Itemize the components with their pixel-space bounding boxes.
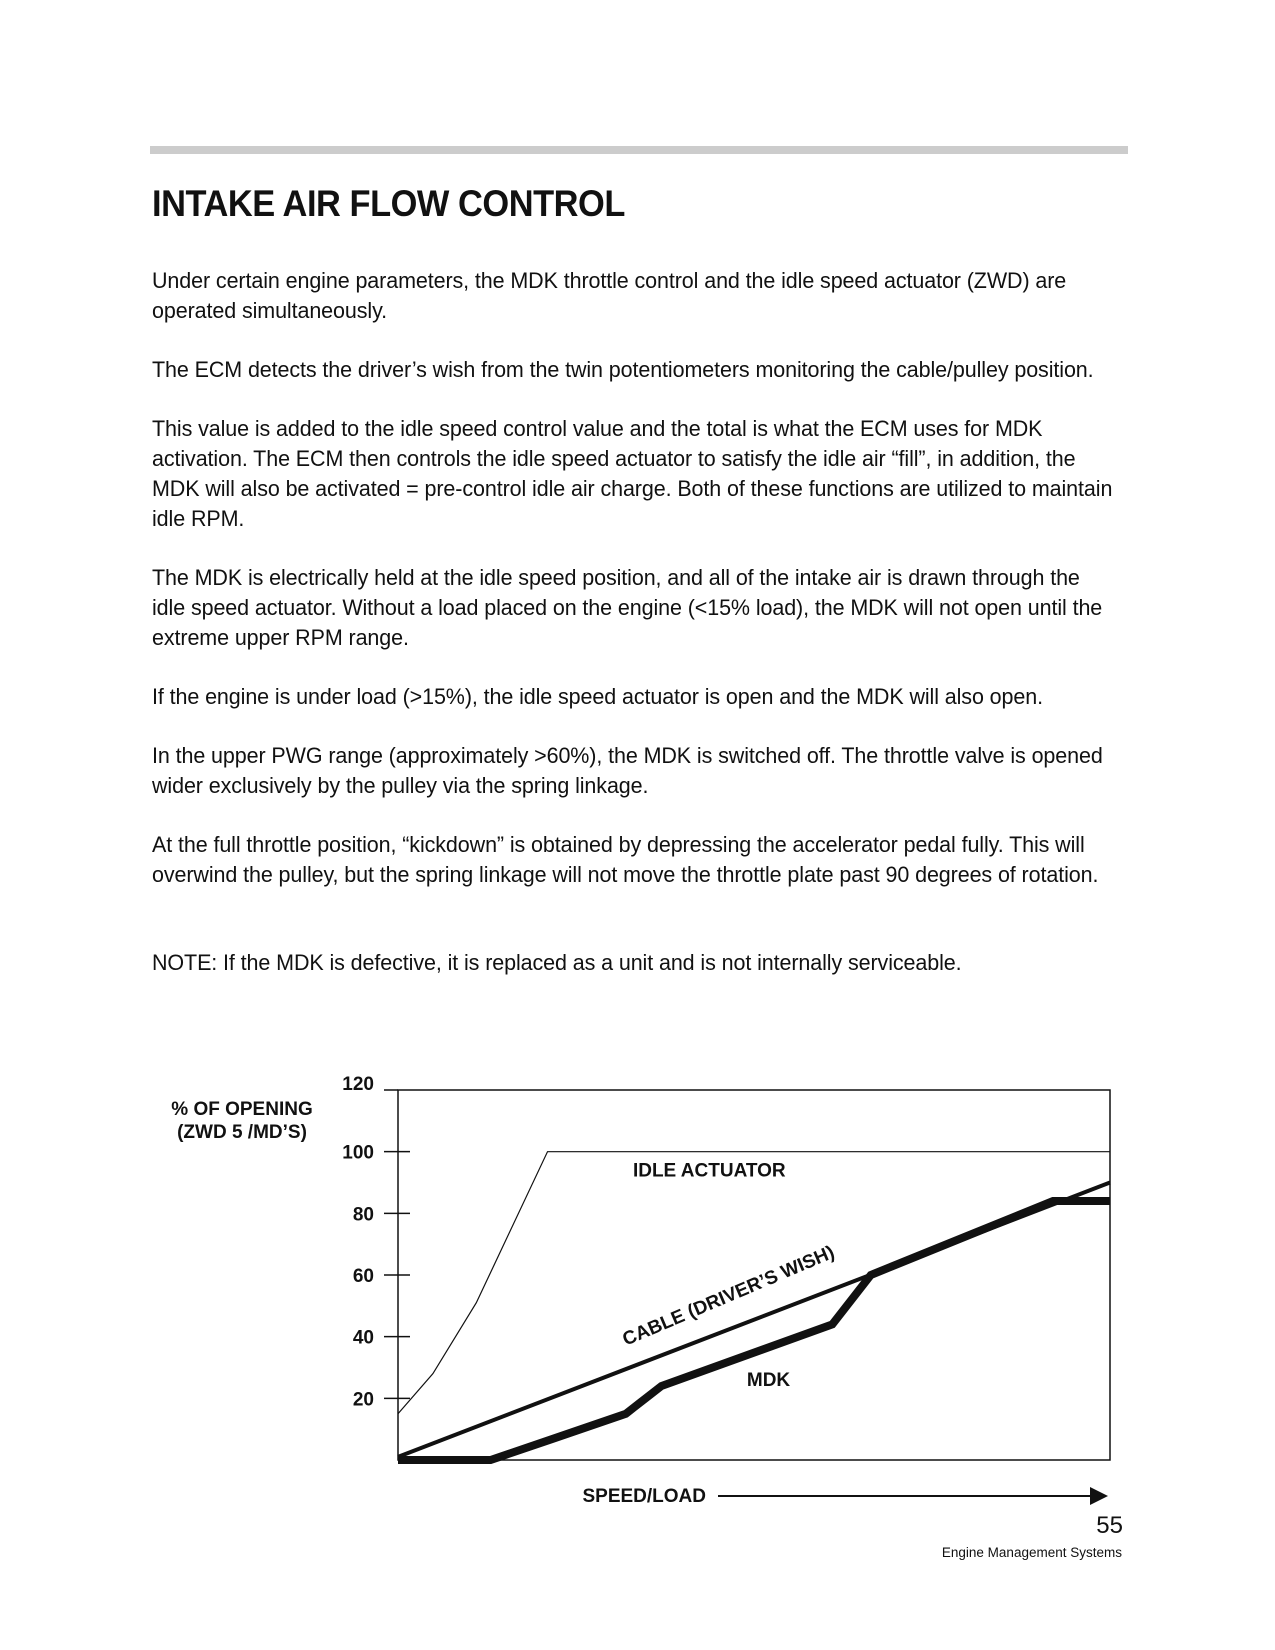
x-axis [582,1486,1108,1507]
y-axis-label [171,1099,312,1143]
series-layer [398,1152,1110,1460]
paragraph: In the upper PWG range (approximately >60%), the MDK is switched off. The throttle valve is opened wider exclusively by the pulley via the spring linkage. [152,743,1103,798]
page-number: 55 [1096,1512,1123,1539]
series-label: IDLE ACTUATOR [632,1160,786,1182]
y-axis-label-line: % OF OPENING [171,1099,313,1120]
series-label: MDK [746,1370,791,1391]
note-paragraph: NOTE: If the MDK is defective, it is replaced as a unit and is not internally serviceable. [152,950,962,975]
y-tick-label: 80 [352,1204,374,1226]
header-rule [150,146,1128,154]
paragraph: At the full throttle position, “kickdown” is obtained by depressing the accelerator pedal fully. This will overwind the pulley, but the spring linkage will not move the throttle plate past 90 degrees of rotation. [152,832,1099,887]
x-axis-label: SPEED/LOAD [582,1486,706,1507]
footer-book-title: Engine Management Systems [941,1545,1122,1560]
paragraph: The MDK is electrically held at the idle speed position, and all of the intake air is drawn through the idle speed actuator. Without a load placed on the engine (<15% load), the MDK will not open until the extreme upper RPM range. [152,565,1103,650]
paragraph: If the engine is under load (>15%), the idle speed actuator is open and the MDK will also open. [152,684,1043,709]
y-tick-label: 20 [352,1389,374,1411]
y-tick-label: 120 [342,1075,374,1095]
y-tick-label: 100 [342,1142,374,1164]
page-title: INTAKE AIR FLOW CONTROL [152,183,625,224]
y-axis-label-line: (ZWD 5 /MD’S) [177,1122,307,1143]
body-text [152,266,1117,1007]
series-label: CABLE (DRIVER’S WISH) [619,1242,838,1351]
arrow-right-icon [1090,1487,1108,1505]
paragraph: The ECM detects the driver’s wish from the twin potentiometers monitoring the cable/pulley position. [152,357,1094,382]
y-axis-ticks [342,1075,410,1410]
y-tick-label: 60 [352,1266,374,1287]
series-labels [620,1160,838,1391]
paragraph: This value is added to the idle speed control value and the total is what the ECM uses for MDK activation. The ECM then controls the idle speed actuator to satisfy the idle air “fill”, in addition, the MDK will also be activated = pre-control idle air charge. Both of these functions are utilized to maintain idle RPM. [152,416,1113,531]
opening-chart [150,1075,1130,1510]
paragraph: Under certain engine parameters, the MDK throttle control and the idle speed actuator (ZWD) are operated simultaneously. [152,268,1067,323]
series-line-mdk [398,1201,1110,1460]
chart-svg [150,1075,1130,1510]
y-tick-label: 40 [352,1327,374,1349]
